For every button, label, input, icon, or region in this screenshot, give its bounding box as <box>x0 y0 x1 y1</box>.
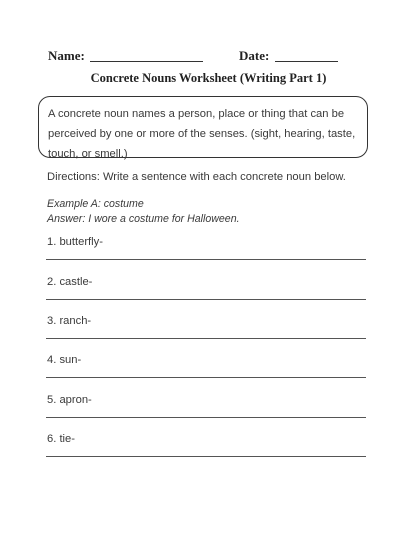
name-label: Name: <box>48 48 85 63</box>
directions-text: Directions: Write a sentence with each concrete noun below. <box>47 171 346 183</box>
list-item <box>47 236 367 276</box>
answer-line <box>46 417 366 418</box>
answer-line <box>46 456 366 457</box>
definition-text: A concrete noun names a person, place or thing that can be perceived by one or more of the senses. (sight, hearing, taste, touch, or smell.) <box>48 108 356 160</box>
item-label: 4. sun- <box>47 354 82 366</box>
date-label: Date: <box>239 48 270 63</box>
answer-line <box>46 338 366 339</box>
item-label: 2. castle- <box>47 276 93 288</box>
answer-line <box>46 377 366 378</box>
name-blank <box>90 61 203 62</box>
answer-line <box>46 299 366 300</box>
list-item <box>47 276 367 316</box>
example-block <box>47 197 240 227</box>
example-label: Example A: costume <box>47 198 144 210</box>
header-row <box>48 48 378 66</box>
list-item <box>47 394 367 434</box>
item-label: 5. apron- <box>47 394 92 406</box>
list-item <box>47 354 367 394</box>
list-item <box>47 315 367 355</box>
answer-line <box>46 259 366 260</box>
example-answer: Answer: I wore a costume for Halloween. <box>47 213 240 225</box>
list-item <box>47 433 367 473</box>
worksheet-title: Concrete Nouns Worksheet (Writing Part 1) <box>90 71 327 85</box>
definition-box <box>38 96 368 158</box>
item-label: 1. butterfly- <box>47 236 103 248</box>
date-blank <box>275 61 338 62</box>
item-label: 6. tie- <box>47 433 75 445</box>
item-label: 3. ranch- <box>47 315 92 327</box>
